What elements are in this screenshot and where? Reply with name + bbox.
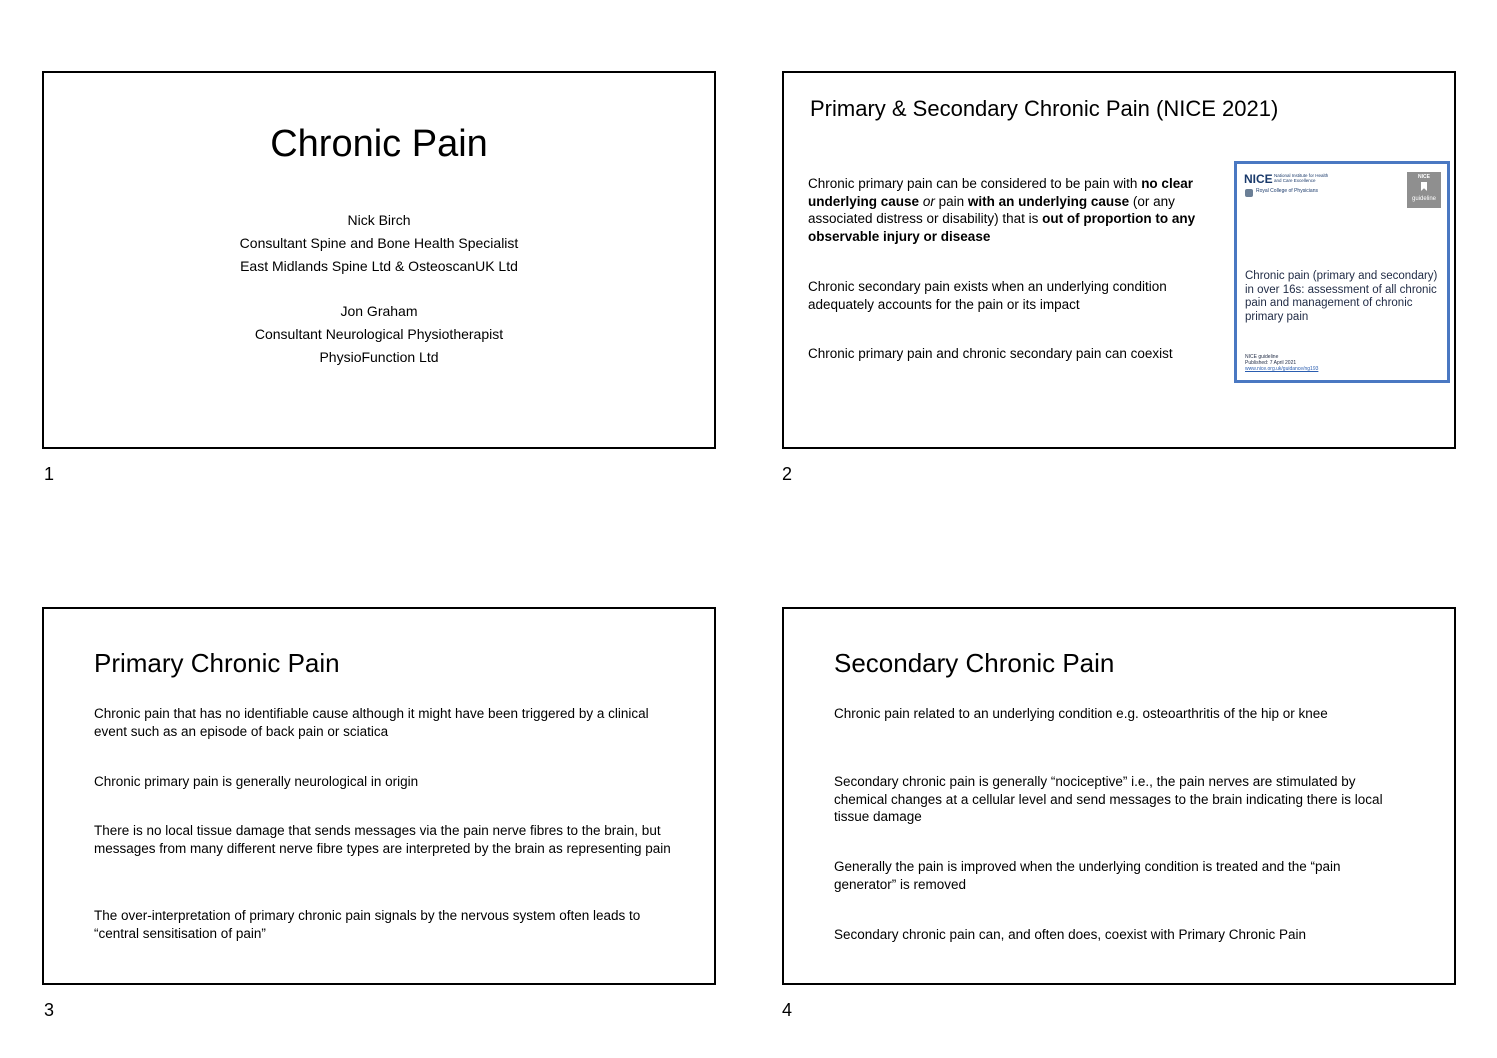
paragraph: Chronic primary pain can be considered to be pain with no clear underlying cause or pain with an underlying cause (or any associated distress or disability) that is out of proportion to any observable injury or disease xyxy=(808,176,1196,244)
paragraph: Chronic secondary pain exists when an underlying condition adequately accounts for the pain or its impact xyxy=(808,279,1167,312)
slide-number: 4 xyxy=(782,1000,793,1020)
paragraph: There is no local tissue damage that sends messages via the pain nerve fibres to the brain, but messages from many different nerve fibre types are interpreted by the brain as representing pain xyxy=(94,823,671,856)
slide-number: 1 xyxy=(44,464,55,484)
paragraph: Chronic primary pain is generally neurological in origin xyxy=(94,774,419,789)
guideline-link[interactable]: www.nice.org.uk/guidance/ng193 xyxy=(1245,366,1319,372)
cover-title: Chronic pain (primary and secondary) in over 16s: assessment of all chronic pain and management of chronic primary pain xyxy=(1245,270,1438,323)
slide-1 xyxy=(42,71,716,449)
slide-number: 3 xyxy=(44,1000,55,1020)
presenter-block xyxy=(44,300,714,369)
rcp-crest-icon xyxy=(1245,189,1253,197)
cover-meta: NICE guideline Published: 7 April 2021 www.nice.org.uk/guidance/ng193 xyxy=(1245,354,1319,372)
paragraph: Chronic pain that has no identifiable cause although it might have been triggered by a clinical event such as an episode of back pain or sciatica xyxy=(94,706,649,739)
bookmark-icon xyxy=(1421,182,1427,191)
slide-title: Primary & Secondary Chronic Pain (NICE 2021) xyxy=(810,96,1279,121)
nice-guideline-cover xyxy=(1234,161,1450,383)
presenter-org: PhysioFunction Ltd xyxy=(319,349,439,365)
slide-2 xyxy=(782,71,1456,449)
paragraph: Chronic primary pain and chronic secondary pain can coexist xyxy=(808,346,1173,361)
slide-title: Secondary Chronic Pain xyxy=(834,648,1115,678)
presenter-name: Jon Graham xyxy=(340,303,418,319)
paragraph: Secondary chronic pain is generally “nociceptive” i.e., the pain nerves are stimulated by chemical changes at a cellular level and send messages to the brain indicating there is local tissue damage xyxy=(834,774,1383,824)
presenter-name: Nick Birch xyxy=(347,212,411,228)
presenter-role: Consultant Spine and Bone Health Specialist xyxy=(239,235,519,251)
guideline-badge: NICE guideline xyxy=(1407,172,1441,208)
paragraph: Chronic pain related to an underlying condition e.g. osteoarthritis of the hip or knee xyxy=(834,706,1328,721)
presenter-org: East Midlands Spine Ltd & OsteoscanUK Ltd xyxy=(240,258,518,274)
slide-title: Primary Chronic Pain xyxy=(94,648,340,678)
presenter-block xyxy=(44,209,714,278)
slide-number: 2 xyxy=(782,464,793,484)
rcp-label: Royal College of Physicians xyxy=(1256,188,1318,194)
slide-title: Chronic Pain xyxy=(270,123,488,165)
nice-logo-subtitle: National Institute for Health and Care Excellence xyxy=(1274,173,1329,183)
nice-logo: NICE xyxy=(1244,172,1273,186)
presenter-role: Consultant Neurological Physiotherapist xyxy=(254,326,504,342)
paragraph: Generally the pain is improved when the underlying condition is treated and the “pain generator” is removed xyxy=(834,859,1341,892)
slide-3 xyxy=(42,607,716,985)
paragraph: Secondary chronic pain can, and often does, coexist with Primary Chronic Pain xyxy=(834,927,1306,942)
slide-4 xyxy=(782,607,1456,985)
paragraph: The over-interpretation of primary chronic pain signals by the nervous system often leads to “central sensitisation of pain” xyxy=(94,908,641,941)
